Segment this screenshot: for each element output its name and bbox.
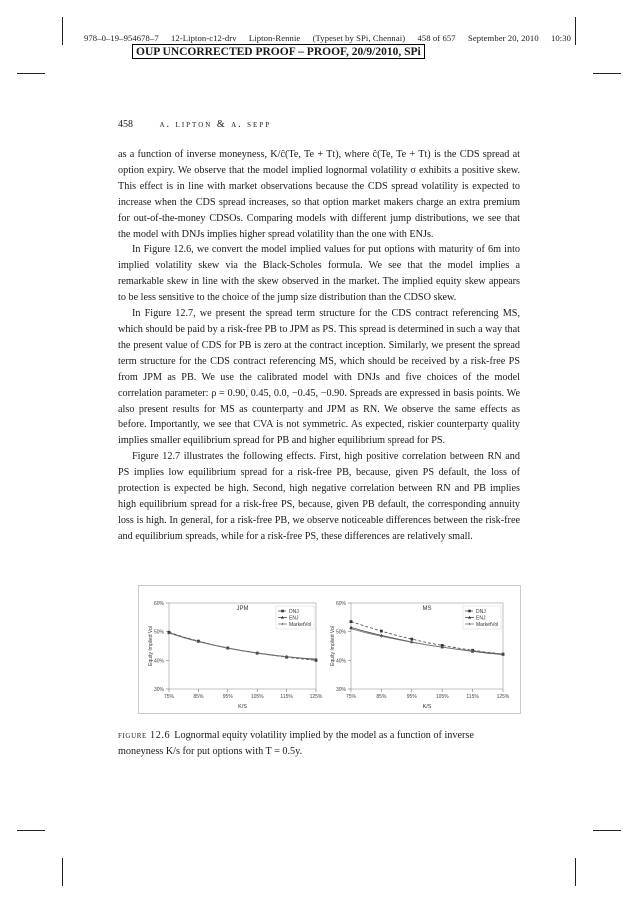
page-number: 458 [118, 119, 133, 130]
running-head-authors: a. lipton & a. sepp [159, 119, 272, 130]
x-tick-label: 125% [309, 694, 323, 700]
legend-label: MarketVol [476, 621, 499, 628]
y-tick-label: 40% [335, 658, 346, 665]
x-axis-label: K/S [238, 704, 247, 710]
legend-marker [281, 610, 284, 613]
y-axis-label: Equity Implied Vol [148, 626, 154, 666]
typeset-note: (Typeset by SPi, Chennai) [312, 33, 406, 43]
caption-text: Lognormal equity volatility implied by the model as a function of inverse moneyness K/s for put options with T = 0.5y. [118, 730, 474, 757]
chart-title: JPM [236, 606, 249, 612]
y-tick-label: 50% [153, 629, 164, 636]
x-tick-label: 115% [466, 694, 479, 700]
x-tick-label: 75% [163, 694, 175, 700]
isbn: 978–0–19–954678–7 [84, 33, 159, 43]
crop-mark [575, 858, 576, 886]
paragraph: In Figure 12.6, we convert the model implied values for put options with maturity of 6m into implied volatility skew via the Black-Scholes formula. We see that the model implies a remarkable skew in line with the skew observed in the market. The implied equity skew appears to be less sensitive to the choice of the jump size distribution than the CDSO skew. [118, 244, 520, 304]
figure-12-6 [138, 585, 521, 714]
chart-title: MS [422, 606, 432, 612]
paragraph: In Figure 12.7, we present the spread term structure for the CDS contract referencing MS, which should be paid by a risk-free PB to JPM as PS. This spread is determined in such a way that the present value of CDS for PB is zero at the contract inception. Similarly, we present the spread term structure for the CDS contract referencing MS, which should be received by a risk-free PS from JPM as PB. We use the calibrated model with DNJs and five choices of the model correlation parameter: ρ = 0.90, 0.45, 0.0, −0.45, −0.90. Spreads are expressed in basis points. We also present results for MS as counterparty and JPM as RN. We observe the same effects as before. Importantly, we see that CVA is not symmetric. As expected, riskier counterparty quality implies smaller equilibrium spread for PB and higher equilibrium spread for PS. [118, 308, 520, 447]
caption-label: figure 12.6 [118, 730, 171, 741]
print-date: September 20, 2010 [467, 33, 539, 43]
x-tick-label: 95% [406, 694, 417, 700]
y-tick-label: 50% [335, 629, 346, 636]
legend-label: ENJ [476, 615, 486, 622]
source-file: 12-Lipton-c12-drv [171, 33, 237, 43]
legend-label: MarketVol [289, 621, 312, 628]
body-text [118, 147, 520, 545]
figure-svg [138, 585, 521, 714]
crop-mark [593, 73, 621, 74]
point-dnj [380, 630, 383, 633]
y-tick-label: 60% [153, 601, 164, 607]
x-tick-label: 75% [345, 694, 357, 700]
x-tick-label: 85% [193, 694, 204, 700]
printer-slug-line [84, 33, 581, 43]
legend-label: ENJ [289, 615, 299, 622]
x-axis-label: K/S [422, 704, 432, 710]
page-count: 458 of 657 [417, 33, 456, 43]
legend-label: DNJ [476, 608, 486, 615]
y-tick-label: 40% [153, 658, 164, 665]
y-tick-label: 30% [335, 687, 346, 693]
crop-mark [62, 17, 63, 45]
paragraph: as a function of inverse moneyness, K/ĉ(Te, Te + Tt), where ĉ(Te, Te + Tt) is the CDS spread at option expiry. We observe that the model implied lognormal volatility σ exhibits a positive skew. This effect is in line with market observations because the CDS spread volatility is expected to increase when the CDS spread increases, so that option market makers charge an extra premium for out-of-the-money CDSOs. Comparing models with different jump distributions, we see that the model with DNJs implies higher spread volatility than the one with ENJs. [118, 149, 520, 240]
point-dnj [350, 620, 353, 623]
x-tick-label: 95% [222, 694, 233, 700]
x-tick-label: 105% [250, 694, 264, 700]
crop-mark [593, 830, 621, 831]
proof-banner: OUP UNCORRECTED PROOF – PROOF, 20/9/2010, SPi [132, 44, 425, 59]
figure-caption [118, 728, 520, 760]
y-axis-label: Equity Implied Vol [330, 626, 336, 666]
running-head [118, 119, 271, 130]
legend-label: DNJ [289, 608, 299, 615]
x-tick-label: 125% [496, 694, 510, 700]
x-tick-label: 105% [435, 694, 449, 700]
point-dnj [410, 638, 413, 641]
crop-mark [62, 858, 63, 886]
y-tick-label: 30% [153, 687, 164, 693]
crop-mark [17, 73, 45, 74]
x-tick-label: 85% [376, 694, 387, 700]
y-tick-label: 60% [335, 601, 346, 607]
paragraph: Figure 12.7 illustrates the following effects. First, high positive correlation between RN and PS implies low equilibrium spread for a risk-free PB, because, given PS default, the loss of protection is expected be high. Second, high negative correlation between RN and PB implies high equilibrium spread for a risk-free PS, because, given PB default, the corresponding annuity loss is high. In general, for a risk-free PB, we observe noticeable differences between the risk-free and equilibrium spreads, while for a risk-free PS, these differences are relatively small. [118, 451, 520, 542]
x-tick-label: 115% [280, 694, 293, 700]
authors-file: Lipton-Rennie [248, 33, 301, 43]
print-time: 10:30 [550, 33, 572, 43]
crop-mark [17, 830, 45, 831]
legend-marker [468, 610, 471, 613]
